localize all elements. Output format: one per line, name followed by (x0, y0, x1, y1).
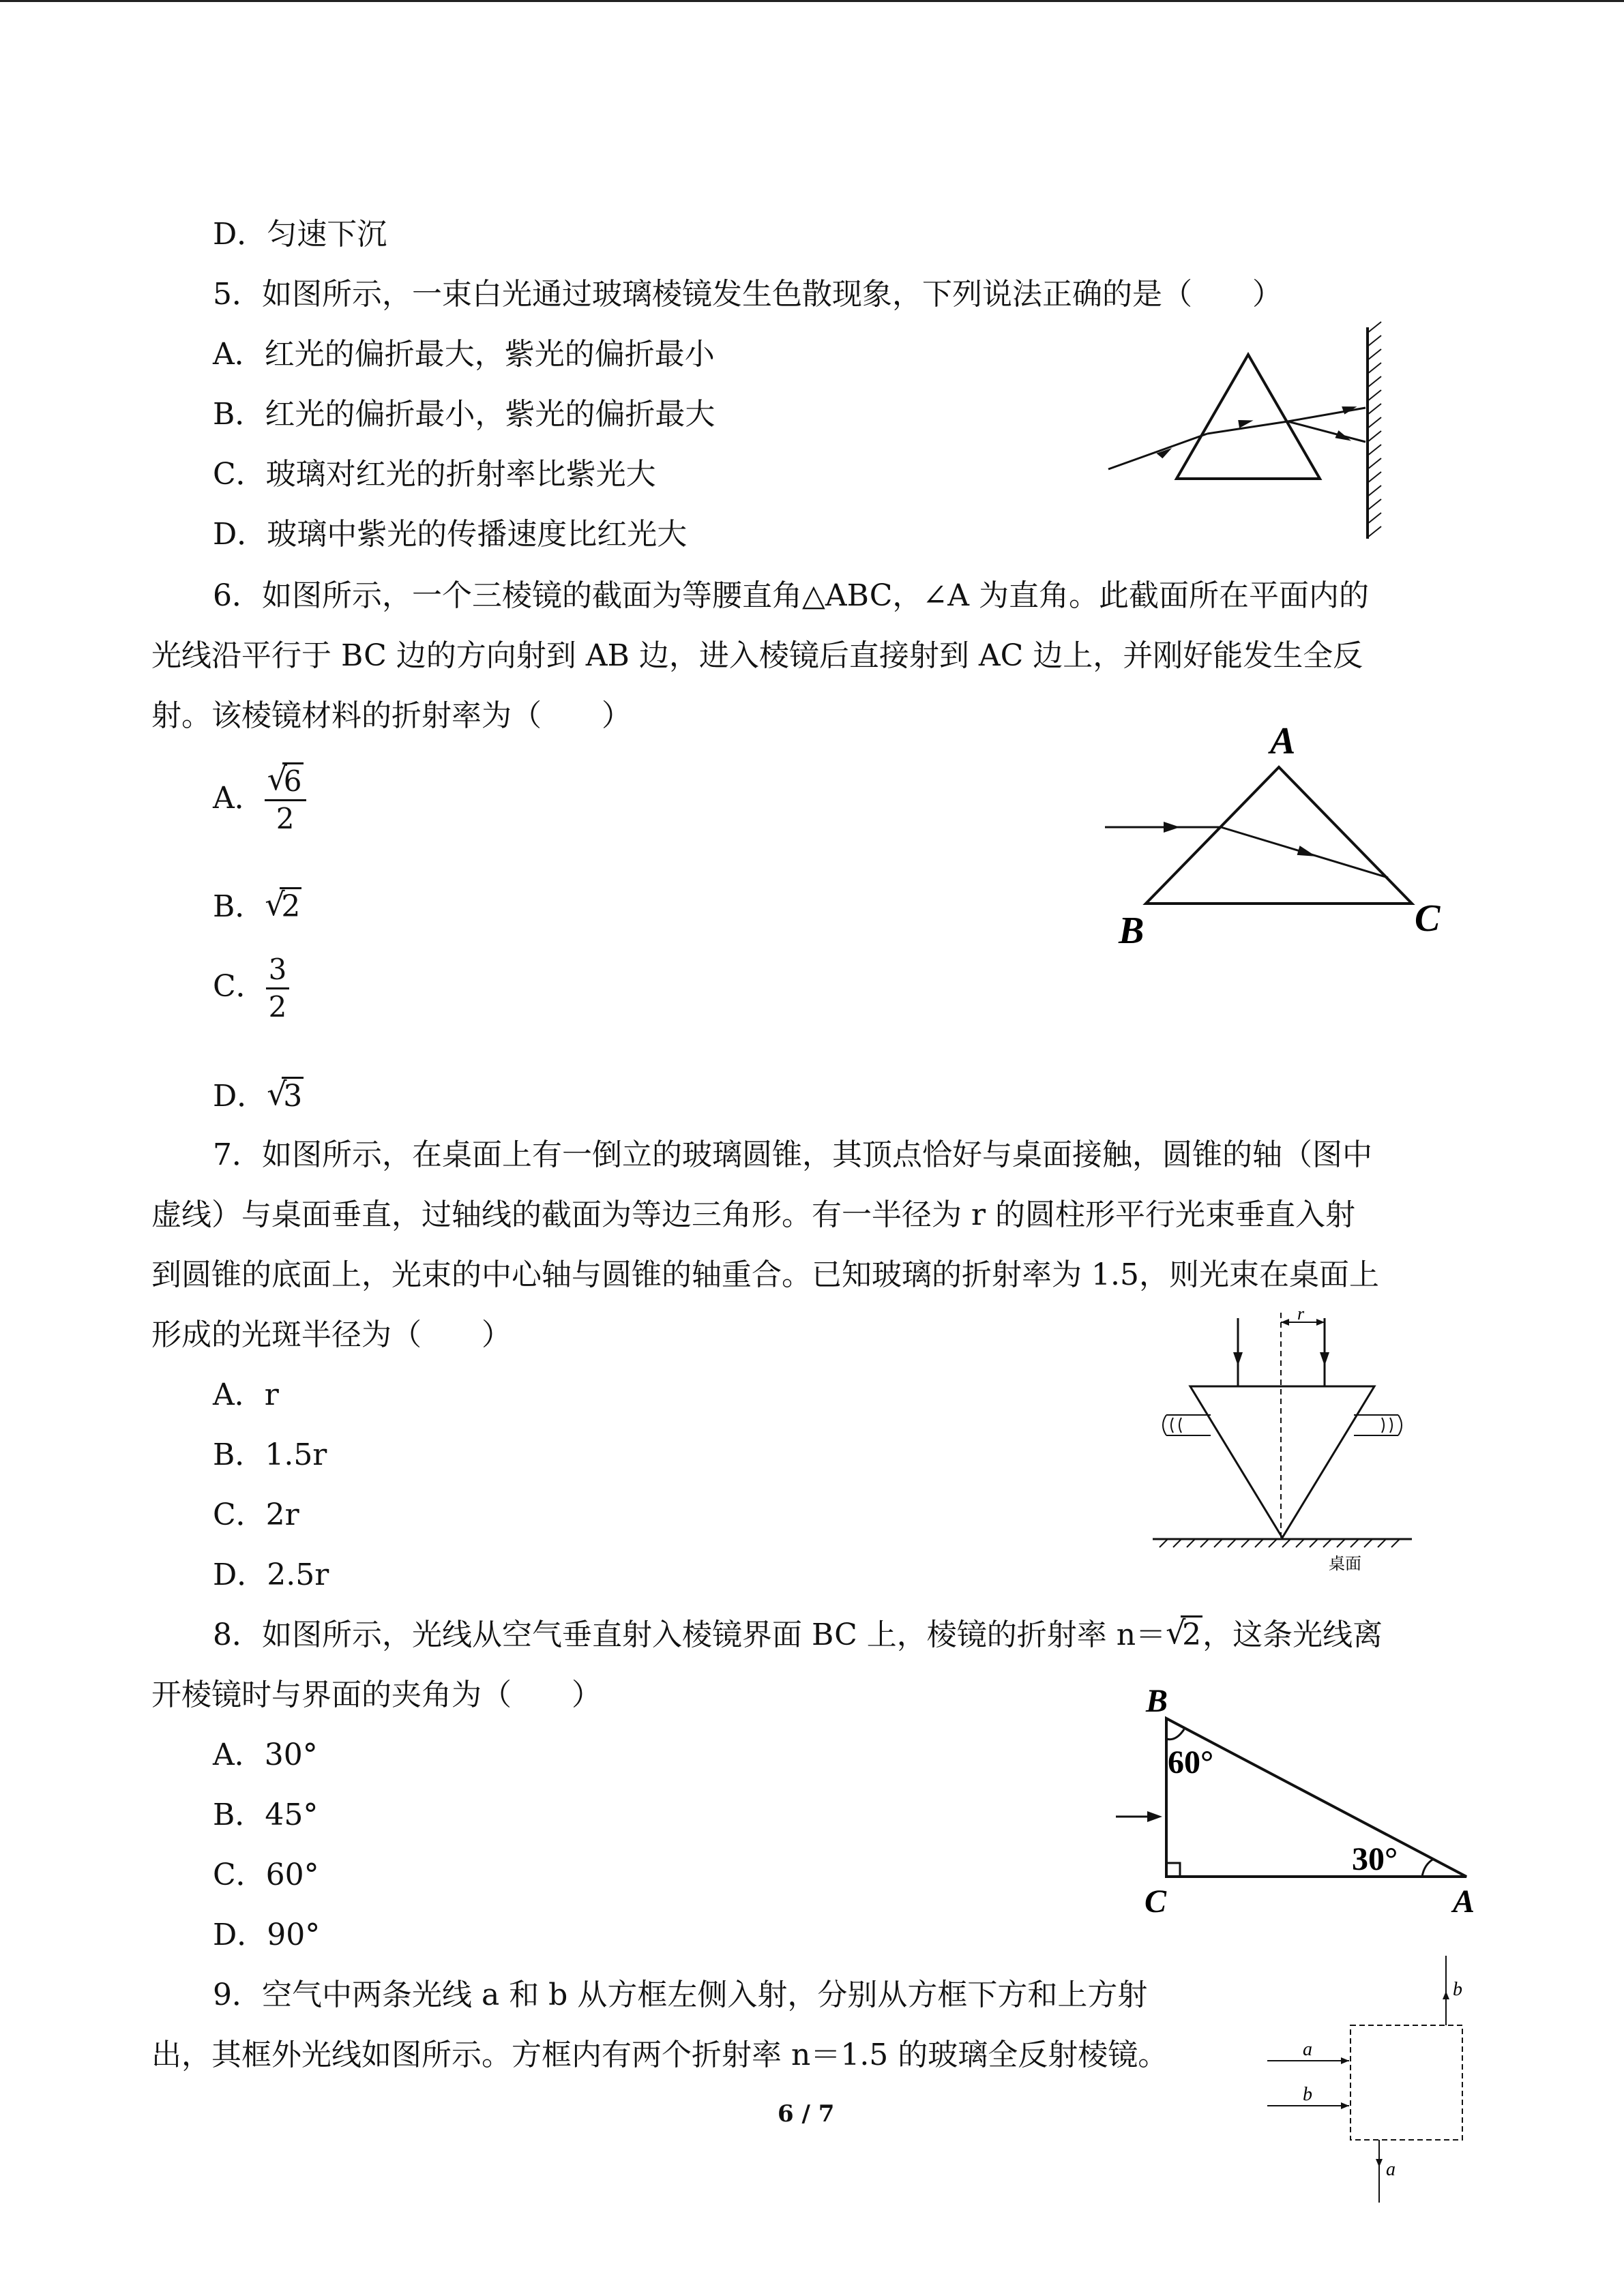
q7-option-b: B．1.5r (213, 1437, 327, 1472)
q6-option-c (213, 952, 289, 1025)
incident-arrow-icon (1147, 1811, 1162, 1822)
q6-option-b (213, 888, 301, 926)
q6-option-a (213, 764, 306, 837)
q5-option-b: B．红光的偏折最小，紫光的偏折最大 (213, 397, 715, 432)
angle-b-label: 60° (1168, 1744, 1214, 1780)
q7-stem-line1: 7．如图所示，在桌面上有一倒立的玻璃圆锥，其顶点恰好与桌面接触，圆锥的轴（图中 (213, 1137, 1372, 1172)
q7-option-c: C．2r (213, 1497, 299, 1532)
q8-option-a: A．30° (213, 1738, 318, 1772)
left-clamp (1163, 1415, 1211, 1435)
q6-option-a-denominator: 2 (276, 802, 295, 835)
q7-option-a: A．r (213, 1377, 279, 1412)
exit-ray-bottom (1288, 421, 1365, 442)
angle-b-arc (1166, 1729, 1184, 1740)
q8-stem-line1-b: ，这条光线离 (1202, 1617, 1383, 1652)
q6-option-a-label: A． (213, 781, 265, 816)
radius-arrow-right-icon (1316, 1319, 1325, 1326)
q8-stem-radicand: 2 (1181, 1615, 1202, 1652)
q5-prism-figure (1105, 320, 1391, 552)
q4-option-d: D．匀速下沉 (213, 217, 387, 252)
incident-arrow-icon (1164, 822, 1180, 833)
beam-left-arrow-icon (1233, 1352, 1243, 1366)
q6-option-c-fraction (266, 952, 290, 1025)
label-b: B (1146, 1684, 1168, 1719)
ray-a-out-label: a (1386, 2159, 1396, 2180)
isosceles-triangle (1146, 767, 1412, 904)
label-a: A (1270, 726, 1296, 762)
beam-right-arrow-icon (1320, 1352, 1329, 1366)
q7-stem-line3: 到圆锥的底面上，光束的中心轴与圆锥的轴重合。已知玻璃的折射率为 1.5，则光束在桌面上 (151, 1257, 1379, 1292)
q8-option-b: B．45° (213, 1798, 319, 1832)
table-hatching (1160, 1539, 1400, 1547)
q9-stem-line2: 出，其框外光线如图所示。方框内有两个折射率 n＝1.5 的玻璃全反射棱镜。 (151, 2038, 1168, 2072)
q8-stem-line2: 开棱镜时与界面的夹角为（ ） (151, 1678, 602, 1712)
q6-option-a-fraction (265, 764, 306, 837)
q6-option-d (213, 1077, 304, 1116)
angle-a-label: 30° (1352, 1841, 1398, 1877)
prism-triangle (1177, 355, 1320, 479)
ray-b-out-arrow-icon (1443, 1991, 1449, 1999)
q6-option-d-label: D． (213, 1079, 267, 1114)
label-c: C (1145, 1883, 1167, 1920)
q5-option-c: C．玻璃对红光的折射率比紫光大 (213, 457, 656, 492)
q7-stem-line2: 虚线）与桌面垂直，过轴线的截面为等边三角形。有一半径为 r 的圆柱形平行光束垂直入射 (151, 1197, 1356, 1232)
q6-prism-figure (1091, 726, 1473, 958)
ray-b-out-label: b (1453, 1979, 1462, 2000)
q6-option-b-label: B． (213, 889, 265, 924)
label-b: B (1119, 910, 1145, 952)
ray-a-out-arrow-icon (1376, 2159, 1383, 2167)
top-border (0, 0, 1624, 2)
ray-b-in-arrow-icon (1341, 2102, 1349, 2109)
ray-b-in-label: b (1303, 2084, 1312, 2105)
dashed-box (1350, 2025, 1462, 2140)
q8-stem-line1 (213, 1616, 1383, 1654)
q5-option-a: A．红光的偏折最大，紫光的偏折最小 (213, 337, 715, 372)
q6-stem-line1: 6．如图所示，一个三棱镜的截面为等腰直角△ABC，∠A 为直角。此截面所在平面内的 (213, 578, 1370, 613)
exit-ray-top (1288, 408, 1365, 421)
q8-stem-line1-a: 8．如图所示，光线从空气垂直射入棱镜界面 BC 上，棱镜的折射率 n＝ (213, 1617, 1166, 1652)
radius-arrow-left-icon (1281, 1319, 1289, 1326)
right-angle-mark (1166, 1863, 1180, 1877)
label-c: C (1415, 897, 1441, 940)
q6-stem-line2: 光线沿平行于 BC 边的方向射到 AB 边，进入棱镜后直接射到 AC 边上，并刚好能发生全反 (151, 638, 1363, 673)
q6-option-c-denominator: 2 (268, 990, 287, 1024)
q5-stem: 5．如图所示，一束白光通过玻璃棱镜发生色散现象，下列说法正确的是（ ） (213, 277, 1282, 312)
q9-box-figure (1262, 1950, 1487, 2209)
q9-stem-line1: 9．空气中两条光线 a 和 b 从方框左侧入射，分别从方框下方和上方射 (213, 1978, 1148, 2012)
exit-arrow-bottom-icon (1335, 430, 1353, 443)
q7-cone-figure (1146, 1306, 1419, 1579)
ray-a-in-label: a (1303, 2039, 1312, 2060)
q7-stem-line4: 形成的光斑半径为（ ） (151, 1317, 512, 1352)
right-clamp (1354, 1415, 1402, 1435)
q6-option-d-radicand: 3 (282, 1077, 304, 1114)
screen-hatching (1368, 322, 1381, 537)
right-triangle (1166, 1718, 1466, 1877)
page-number: 6 / 7 (778, 2100, 835, 2128)
table-label: 桌面 (1329, 1555, 1361, 1573)
q6-option-b-radicand: 2 (280, 887, 301, 924)
label-a: A (1453, 1883, 1475, 1920)
q7-option-d: D．2.5r (213, 1557, 329, 1592)
q6-option-c-label: C． (213, 969, 266, 1004)
q6-option-c-numerator: 3 (266, 952, 290, 989)
q8-prism-figure (1105, 1684, 1487, 1937)
q6-stem-line3: 射。该棱镜材料的折射率为（ ） (151, 698, 632, 733)
ray-a-in-arrow-icon (1341, 2057, 1349, 2064)
radius-label: r (1297, 1306, 1305, 1324)
inverted-cone (1190, 1386, 1374, 1538)
q8-option-c: C．60° (213, 1858, 319, 1892)
angle-a-arc (1422, 1859, 1434, 1877)
q8-option-d: D．90° (213, 1918, 321, 1952)
q5-option-d: D．玻璃中紫光的传播速度比红光大 (213, 517, 688, 552)
q6-option-a-radicand: 6 (282, 762, 304, 798)
